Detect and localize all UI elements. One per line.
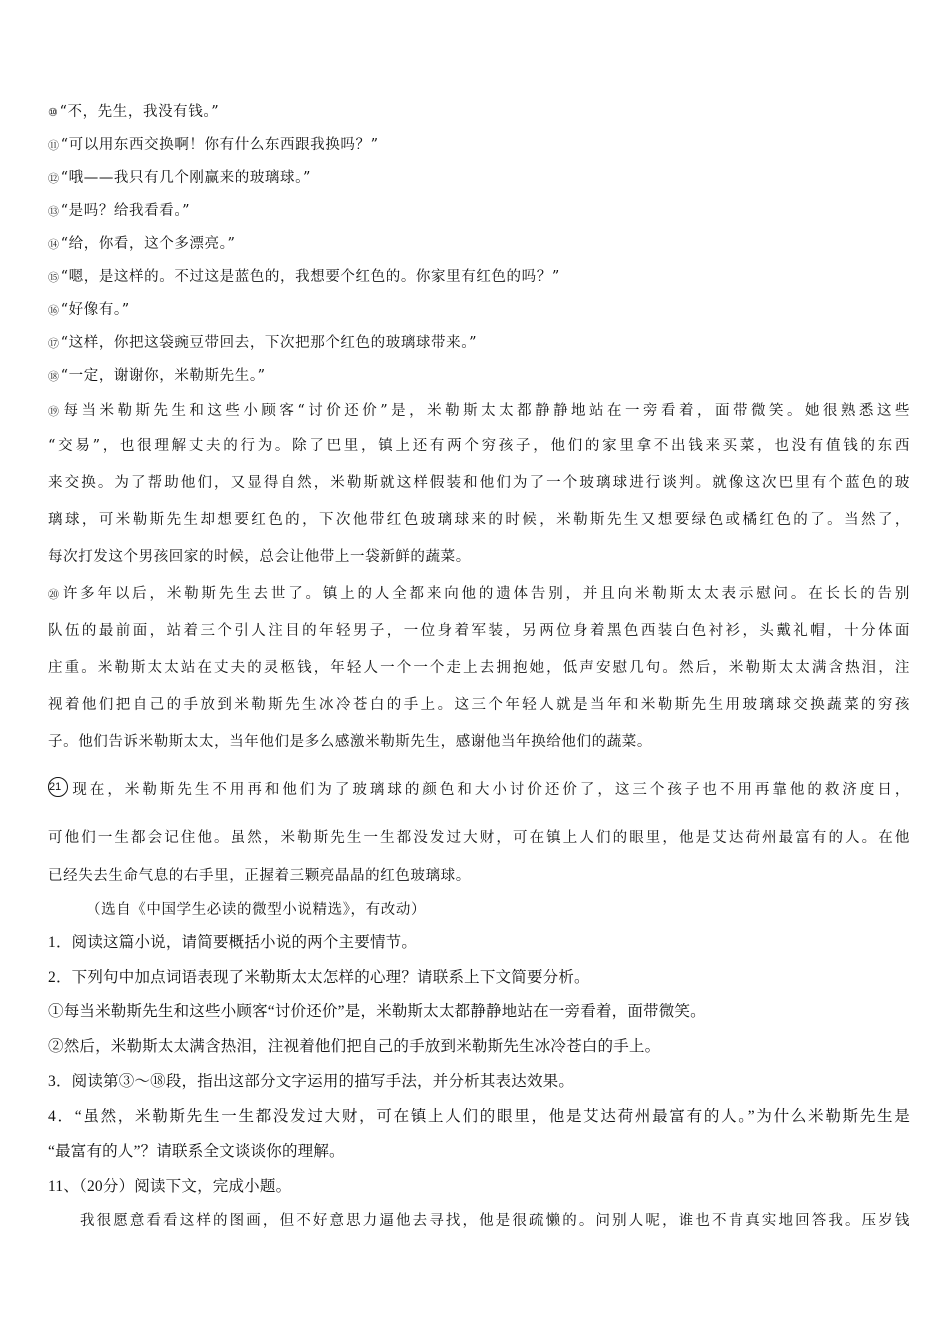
paragraph-21-line <box>48 866 910 886</box>
paragraph-text: 队伍的最前面，站着三个引人注目的年轻男子，一位身着军装，另两位身着黑色西装白色衬衫，头戴礼帽，十分体面 <box>48 623 910 639</box>
paragraph-19-line <box>48 547 910 567</box>
paragraph-text: 许多年以后，米勒斯先生去世了。镇上的人全都来向他的遗体告别，并且向米勒斯太太表示慰问。在长长的告别 <box>60 586 910 602</box>
dialogue-text: “嗯，是这样的。不过这是蓝色的，我想要个红色的。你家里有红色的吗？” <box>60 269 560 285</box>
dialogue-text: “给，你看，这个多漂亮。” <box>60 236 236 252</box>
question-2: 2．下列句中加点词语表现了米勒斯太太怎样的心理？请联系上下文简要分析。 <box>48 969 590 986</box>
paragraph-number: ⑮ <box>48 271 60 284</box>
dialogue-line <box>48 201 910 222</box>
dialogue-line <box>48 168 910 189</box>
dialogue-line <box>48 234 910 255</box>
circled-paragraph-number: 21 <box>48 777 68 797</box>
paragraph-21-line <box>48 777 910 800</box>
paragraph-20-line <box>48 695 910 715</box>
dialogue-text: “可以用东西交换啊！你有什么东西跟我换吗？” <box>60 137 379 153</box>
dialogue-line <box>48 366 910 387</box>
paragraph-text: 每当米勒斯先生和这些小顾客“讨价还价”是，米勒斯太太都静静地站在一旁看着，面带微笑。她很熟悉这些 <box>60 403 910 419</box>
paragraph-text: 视着他们把自己的手放到米勒斯先生冰冷苍白的手上。这三个年轻人就是当年和米勒斯先生用玻璃球交换蔬菜的穷孩 <box>48 697 910 713</box>
question-3: 3．阅读第③～⑱段，指出这部分文字运用的描写手法，并分析其表达效果。 <box>48 1073 575 1090</box>
question-11-heading: 11、（20分）阅读下文，完成小题。 <box>48 1178 292 1195</box>
paragraph-number: ⑭ <box>48 238 60 251</box>
paragraph-20-line <box>48 584 910 605</box>
paragraph-19-line <box>48 436 910 456</box>
paragraph-text: 已经失去生命气息的右手里，正握着三颗亮晶晶的红色玻璃球。 <box>48 868 471 884</box>
paragraph-number: ⑰ <box>48 337 60 350</box>
paragraph-number: ⑲ <box>48 405 60 418</box>
dialogue-text: “这样，你把这袋豌豆带回去，下次把那个红色的玻璃球带来。” <box>60 335 478 351</box>
paragraph-text: 每次打发这个男孩回家的时候，总会让他带上一袋新鲜的蔬菜。 <box>48 549 471 565</box>
paragraph-number: ⑳ <box>48 588 60 601</box>
paragraph-21-line <box>48 828 910 848</box>
paragraph-text: 璃球，可米勒斯先生却想要红色的，下次他带红色玻璃球来的时候，米勒斯先生又想要绿色或橘红色的了。当然了， <box>48 512 910 528</box>
dialogue-line <box>48 333 910 354</box>
question-4: 4．“虽然，米勒斯先生一生都没发过大财，可在镇上人们的眼里，他是艾达荷州最富有的人。”为什么米勒斯先生是 <box>48 1108 910 1125</box>
paragraph-20-line <box>48 621 910 641</box>
dialogue-line <box>48 300 910 321</box>
dialogue-text: “一定，谢谢你，米勒斯先生。” <box>60 368 266 384</box>
paragraph-text: “交易”，也很理解丈夫的行为。除了巴里，镇上还有两个穷孩子，他们的家里拿不出钱来买菜，也没有值钱的东西 <box>48 438 910 454</box>
paragraph-number: ⑪ <box>48 139 60 152</box>
paragraph-19-line <box>48 473 910 493</box>
source-note: （选自《中国学生必读的微型小说精选》，有改动） <box>86 902 427 918</box>
dialogue-text: “哦——我只有几个刚赢来的玻璃球。” <box>60 170 311 186</box>
question-4-continued: “最富有的人”？请联系全文谈谈你的理解。 <box>48 1143 345 1160</box>
paragraph-number: ⑱ <box>48 370 60 383</box>
paragraph-20-line <box>48 658 910 678</box>
paragraph-number: ⑫ <box>48 172 60 185</box>
paragraph-number: ⑯ <box>48 304 60 317</box>
dialogue-line <box>48 267 910 288</box>
question-2-sentence-2: ②然后，米勒斯太太满含热泪，注视着他们把自己的手放到米勒斯先生冰冷苍白的手上。 <box>48 1038 661 1055</box>
paragraph-text: 庄重。米勒斯太太站在丈夫的灵柩钱，年轻人一个一个走上去拥抱她，低声安慰几句。然后，米勒斯太太满含热泪，注 <box>48 660 910 676</box>
paragraph-text: 可他们一生都会记住他。虽然，米勒斯先生一生都没发过大财，可在镇上人们的眼里，他是艾达荷州最富有的人。在他 <box>48 830 910 846</box>
next-passage-line: 我很愿意看看这样的图画，但不好意思力逼他去寻找，他是很疏懒的。问别人呢，谁也不肯真实地回答我。压岁钱 <box>80 1213 910 1229</box>
paragraph-text: 现在，米勒斯先生不用再和他们为了玻璃球的颜色和大小讨价还价了，这三个孩子也不用再靠他的救济度日， <box>70 782 910 798</box>
dialogue-text: “好像有。” <box>60 302 130 318</box>
paragraph-text: 子。他们告诉米勒斯太太，当年他们是多么感激米勒斯先生，感谢他当年换给他们的蔬菜。 <box>48 734 652 750</box>
paragraph-19-line <box>48 401 910 422</box>
paragraph-number: ⑩ <box>48 106 59 119</box>
paragraph-19-line <box>48 510 910 530</box>
paragraph-number: ⑬ <box>48 205 60 218</box>
dialogue-text: “是吗？给我看看。” <box>60 203 191 219</box>
question-2-sentence-1: ①每当米勒斯先生和这些小顾客“讨价还价”是，米勒斯太太都静静地站在一旁看着，面带微笑。 <box>48 1003 706 1020</box>
paragraph-text: 来交换。为了帮助他们，又显得自然，米勒斯就这样假装和他们为了一个玻璃球进行谈判。就像这次巴里有个蓝色的玻 <box>48 475 910 491</box>
question-1: 1．阅读这篇小说，请简要概括小说的两个主要情节。 <box>48 934 418 951</box>
dialogue-line <box>48 135 910 156</box>
dialogue-line <box>48 102 910 123</box>
dialogue-text: “不，先生，我没有钱。” <box>59 104 220 120</box>
paragraph-20-line <box>48 732 910 752</box>
